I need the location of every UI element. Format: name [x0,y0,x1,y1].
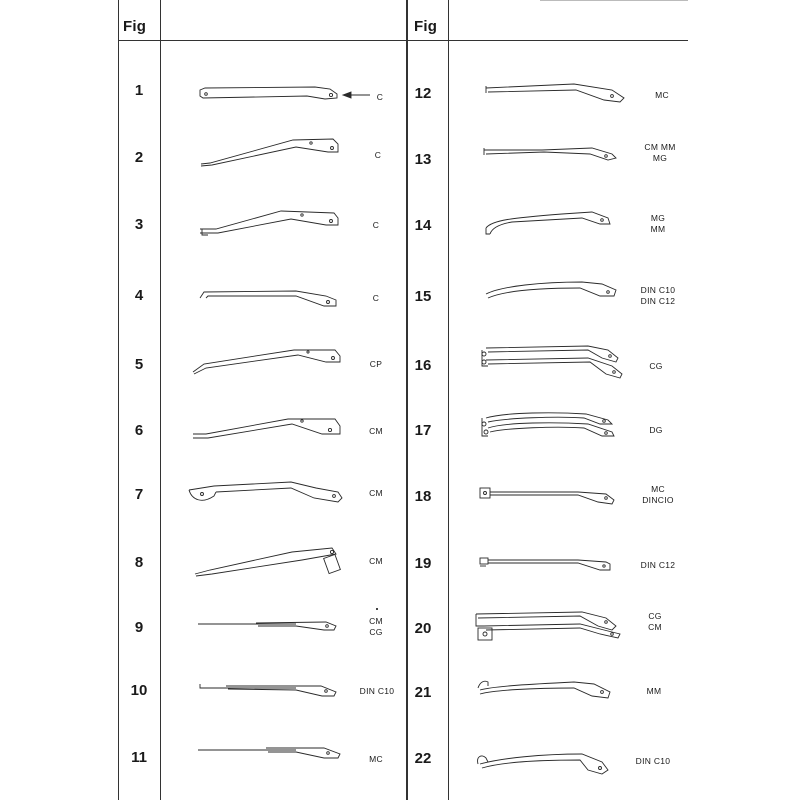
wiper-arm-icon [198,134,348,168]
code-label: CM CG [369,616,383,637]
pantograph-wiper-arm-icon [476,406,636,446]
code-label: CP [369,359,383,369]
left-fig-header: Fig [123,18,147,35]
top-border-right [540,0,688,1]
wiper-arm-icon [195,80,375,106]
code-label: MC [369,754,383,764]
fig-number: 19 [414,555,432,572]
wiper-arm-icon [186,476,350,510]
fig-number: 20 [414,620,432,637]
wiper-arm-icon [484,78,644,108]
fig-number: 2 [134,149,144,166]
fig-number: 7 [134,486,144,503]
right-fig-header: Fig [414,18,438,35]
code-label: C [372,293,380,303]
code-label: DG [649,425,663,435]
fig-number: 6 [134,422,144,439]
fig-number: 11 [131,749,147,766]
fig-number: 15 [414,288,432,305]
header-underline [118,40,688,41]
fig-number: 17 [414,422,432,439]
fig-number: 13 [414,151,432,168]
left-fig-column-divider [160,0,161,800]
wiper-arm-icon [196,744,346,766]
code-label: C [374,150,382,160]
fig-number: 10 [130,682,148,699]
code-label: MC [655,90,669,100]
fig-number: 14 [414,217,432,234]
fig-number: 12 [414,85,432,102]
wiper-arm-icon [482,142,632,168]
wiper-arm-icon [192,544,352,580]
code-label: MM [646,686,662,696]
code-label: CM [369,556,383,566]
code-label: C [372,220,380,230]
fig-number: 3 [134,216,144,233]
fig-number: 18 [414,488,432,505]
code-label: DIN C10 DIN C12 [640,285,676,306]
wiper-arm-icon [482,206,632,240]
wiper-arm-icon [196,205,346,237]
fig-number: 16 [414,357,432,374]
fig-number: 4 [134,287,144,304]
fig-number: 1 [134,82,144,99]
left-border [118,0,119,800]
fig-number: 9 [134,619,144,636]
code-label: CM MM MG [644,142,676,163]
wiper-arm-icon [190,414,350,448]
wiper-arm-icon [190,340,350,376]
code-label: MG MM [650,213,666,234]
code-label: CM [369,488,383,498]
wiper-arm-icon [196,278,346,312]
right-fig-column-divider [448,0,449,800]
code-label: CM [369,426,383,436]
wiper-arm-icon [478,552,628,578]
code-label: DIN C12 [640,560,676,570]
fig-number: 22 [414,750,432,767]
wiper-arm-icon [472,740,628,780]
code-label: DIN C10 [635,756,671,766]
wiper-arm-icon [478,484,628,508]
center-divider [406,0,408,800]
code-label: DIN C10 [359,686,395,696]
wiper-arm-icon [196,614,346,638]
fig-number: 8 [134,554,144,571]
speck-mark [376,608,378,610]
pantograph-wiper-arm-icon [470,604,636,646]
fig-number: 21 [414,684,432,701]
code-label: CG [649,361,663,371]
wiper-arm-icon [196,678,346,702]
pantograph-wiper-arm-icon [478,340,638,386]
wiper-arm-icon [482,276,632,306]
wiper-arm-icon [474,672,624,708]
code-label: CG CM [648,611,662,632]
code-label: C [376,92,384,102]
fig-number: 5 [134,356,144,373]
code-label: MC DINCIO [642,484,674,505]
